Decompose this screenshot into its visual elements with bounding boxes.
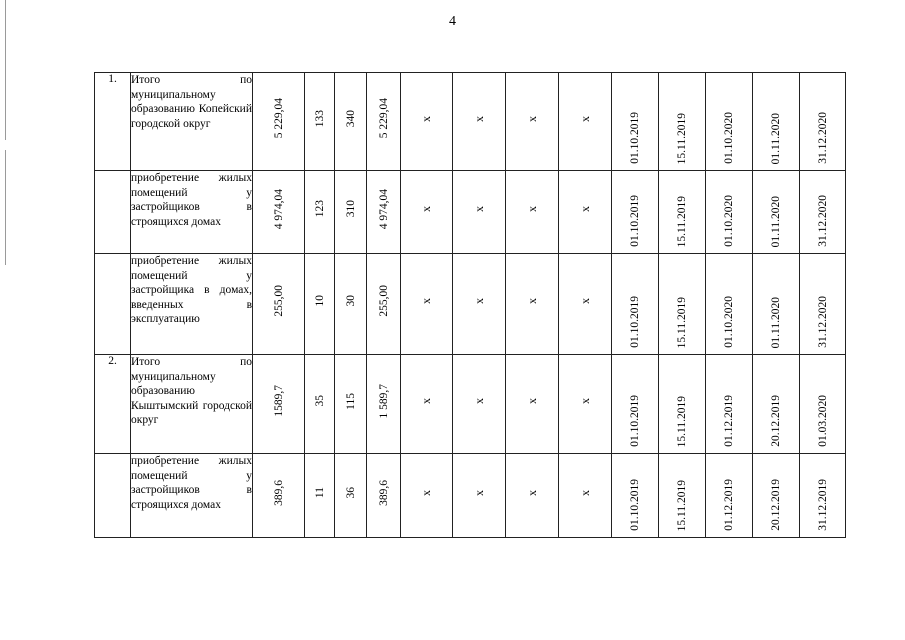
cell-d2 — [659, 454, 706, 538]
cell-value: 01.12.2019 — [723, 479, 735, 531]
row-number — [95, 254, 131, 355]
cell-value: 5 229,04 — [377, 98, 390, 139]
cell-value — [367, 171, 401, 254]
cell-people — [335, 254, 367, 355]
cell-value: 01.03.2020 — [816, 395, 829, 447]
cell-x4 — [559, 73, 612, 171]
cell-d1 — [612, 171, 659, 254]
row-description: приобретение жилых помещений у застройщика в домах, введенных в эксплуатацию — [131, 254, 253, 355]
cell-x3 — [506, 171, 559, 254]
cell-x4 — [559, 254, 612, 355]
cell-value: x — [471, 115, 486, 122]
cell-value: 01.10.2020 — [723, 195, 735, 247]
cell-d3 — [706, 171, 753, 254]
cell-value: 115 — [344, 392, 357, 410]
cell-value: 123 — [313, 200, 326, 218]
cell-value — [367, 454, 401, 538]
row-description: Итого по муниципальному образованию Копейский городской округ — [131, 73, 253, 171]
cell-d1 — [612, 454, 659, 538]
cell-d5 — [800, 73, 846, 171]
table-body — [95, 73, 846, 538]
cell-x2 — [453, 355, 506, 454]
margin-mark-top — [5, 0, 6, 140]
cell-value: 01.10.2020 — [723, 296, 735, 348]
row-number: 1. — [95, 73, 131, 171]
cell-value: 01.10.2019 — [629, 479, 641, 531]
cell-d5 — [800, 171, 846, 254]
cell-value: 340 — [344, 109, 357, 128]
cell-value: 01.11.2020 — [770, 195, 782, 247]
cell-value: 15.11.2019 — [676, 112, 688, 164]
cell-d3 — [706, 73, 753, 171]
cell-value: 01.10.2019 — [629, 296, 641, 348]
cell-value: 01.10.2019 — [629, 395, 641, 447]
cell-x2 — [453, 171, 506, 254]
table-row — [95, 254, 846, 355]
cell-d2 — [659, 171, 706, 254]
cell-value: 01.11.2020 — [770, 112, 782, 164]
cell-value: x — [524, 489, 539, 496]
cell-value: x — [524, 398, 539, 404]
cell-value: x — [577, 489, 592, 496]
cell-d2 — [659, 254, 706, 355]
cell-x3 — [506, 73, 559, 171]
cell-value: 01.12.2019 — [723, 395, 735, 447]
cell-x1 — [401, 254, 453, 355]
cell-d3 — [706, 454, 753, 538]
cell-d4 — [753, 171, 800, 254]
cell-value: x — [471, 489, 486, 496]
cell-value: 31.12.2019 — [816, 479, 829, 531]
cell-people — [335, 454, 367, 538]
table-row — [95, 171, 846, 254]
cell-value: 255,00 — [377, 285, 390, 317]
cell-value: 15.11.2019 — [676, 395, 688, 447]
cell-x1 — [401, 73, 453, 171]
cell-value: 4 974,04 — [272, 188, 285, 230]
cell-value: x — [419, 489, 433, 496]
cell-x2 — [453, 254, 506, 355]
cell-d4 — [753, 454, 800, 538]
cell-d4 — [753, 355, 800, 454]
cell-value: x — [524, 298, 539, 304]
cell-value: 31.12.2020 — [816, 195, 829, 247]
cell-value: 01.11.2020 — [770, 296, 782, 348]
cell-value: 20.12.2019 — [770, 395, 782, 447]
cell-value: 310 — [344, 200, 357, 218]
cell-value: 31.12.2020 — [816, 112, 829, 164]
page-number: 4 — [449, 14, 456, 29]
cell-people — [335, 73, 367, 171]
cell-value: x — [471, 398, 486, 404]
cell-value: x — [524, 115, 539, 122]
row-description: приобретение жилых помещений у застройщиков в строящихся домах — [131, 171, 253, 254]
cell-value: 20.12.2019 — [770, 479, 782, 531]
cell-value: x — [577, 298, 592, 304]
cell-value: x — [577, 398, 592, 404]
cell-d5 — [800, 254, 846, 355]
cell-value: 15.11.2019 — [676, 296, 688, 348]
cell-total — [253, 171, 305, 254]
cell-value: 35 — [313, 395, 326, 407]
cell-people — [335, 171, 367, 254]
cell-value: 01.10.2019 — [629, 112, 641, 164]
cell-value — [367, 254, 401, 355]
cell-d2 — [659, 73, 706, 171]
cell-value: x — [471, 206, 486, 212]
margin-mark-bottom — [5, 150, 6, 265]
cell-d1 — [612, 254, 659, 355]
table-row — [95, 454, 846, 538]
cell-people — [335, 355, 367, 454]
cell-d3 — [706, 355, 753, 454]
cell-d1 — [612, 355, 659, 454]
cell-value: 15.11.2019 — [676, 195, 688, 247]
cell-d1 — [612, 73, 659, 171]
cell-d4 — [753, 254, 800, 355]
cell-value: 1 589,7 — [377, 383, 390, 419]
cell-value: 31.12.2020 — [816, 296, 829, 348]
cell-total — [253, 73, 305, 171]
cell-value: x — [419, 115, 433, 122]
table-row — [95, 73, 846, 171]
cell-value: x — [419, 298, 433, 304]
cell-d4 — [753, 73, 800, 171]
cell-x4 — [559, 355, 612, 454]
cell-value: 1589,7 — [272, 385, 285, 417]
cell-value: x — [419, 398, 433, 404]
cell-d3 — [706, 254, 753, 355]
cell-x3 — [506, 454, 559, 538]
cell-families — [305, 171, 335, 254]
cell-value: x — [577, 115, 592, 122]
cell-d2 — [659, 355, 706, 454]
cell-families — [305, 254, 335, 355]
cell-value: 389,6 — [377, 479, 390, 506]
row-description: приобретение жилых помещений у застройщиков в строящихся домах — [131, 454, 253, 538]
cell-x4 — [559, 454, 612, 538]
cell-value: 133 — [313, 109, 326, 128]
cell-value: 01.10.2020 — [723, 112, 735, 164]
cell-x1 — [401, 171, 453, 254]
cell-value: 36 — [344, 486, 357, 499]
cell-x3 — [506, 355, 559, 454]
cell-families — [305, 454, 335, 538]
cell-x4 — [559, 171, 612, 254]
cell-d5 — [800, 355, 846, 454]
cell-value: 11 — [313, 486, 326, 499]
cell-value: x — [577, 206, 592, 212]
row-description: Итого по муниципальному образованию Кыштымский городской округ — [131, 355, 253, 454]
cell-d5 — [800, 454, 846, 538]
row-number — [95, 171, 131, 254]
cell-value: x — [419, 206, 433, 212]
cell-value: 01.10.2019 — [629, 195, 641, 247]
cell-x2 — [453, 454, 506, 538]
cell-value — [367, 73, 401, 171]
cell-value: 15.11.2019 — [676, 479, 688, 531]
cell-value: 10 — [313, 295, 326, 307]
cell-x1 — [401, 454, 453, 538]
cell-value: 5 229,04 — [272, 98, 285, 139]
cell-total — [253, 254, 305, 355]
cell-value: x — [524, 206, 539, 212]
cell-x3 — [506, 254, 559, 355]
program-table — [94, 72, 846, 538]
cell-value — [367, 355, 401, 454]
cell-x2 — [453, 73, 506, 171]
cell-families — [305, 73, 335, 171]
table-row — [95, 355, 846, 454]
cell-families — [305, 355, 335, 454]
cell-x1 — [401, 355, 453, 454]
cell-value: 30 — [344, 295, 357, 307]
cell-value: 255,00 — [272, 285, 285, 317]
row-number: 2. — [95, 355, 131, 454]
cell-value: 4 974,04 — [377, 188, 390, 230]
cell-value: x — [471, 298, 486, 304]
cell-value: 389,6 — [272, 479, 285, 506]
cell-total — [253, 355, 305, 454]
row-number — [95, 454, 131, 538]
cell-total — [253, 454, 305, 538]
